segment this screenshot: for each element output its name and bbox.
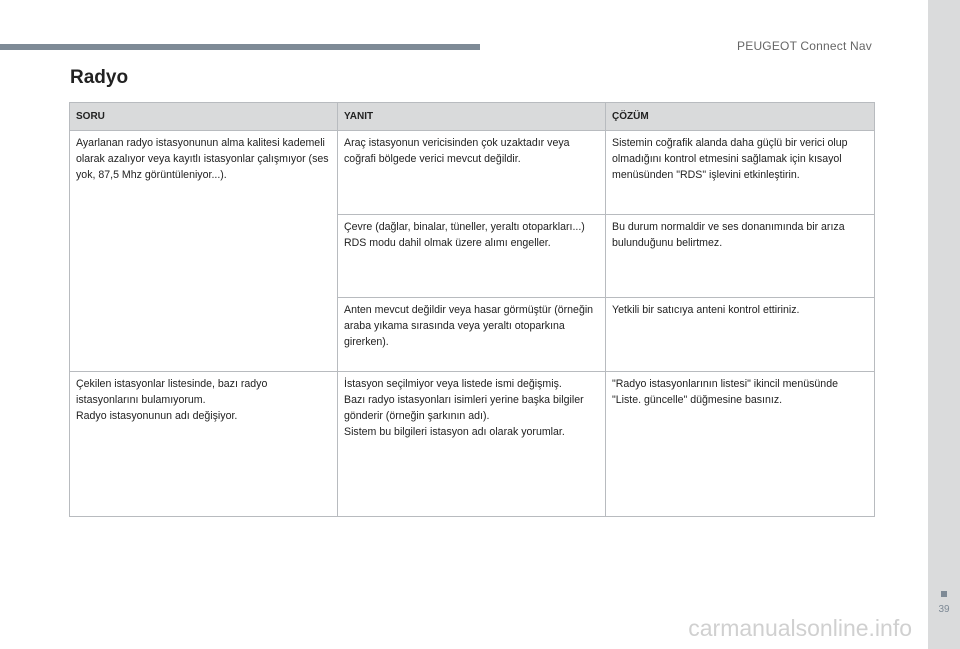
solution-cell: "Radyo istasyonlarının listesi" ikincil menüsünde "Liste. güncelle" düğmesine basınız. <box>606 372 875 517</box>
column-header-question: SORU <box>70 103 338 131</box>
page-marker-square <box>941 591 947 597</box>
table-row <box>70 131 875 215</box>
page-title: Radyo <box>70 67 129 88</box>
answer-cell: Araç istasyonun vericisinden çok uzaktadır veya coğrafi bölgede verici mevcut değildir. <box>338 131 606 215</box>
watermark-text: carmanualsonline.info <box>688 615 912 641</box>
table-row <box>70 372 875 517</box>
answer-cell: İstasyon seçilmiyor veya listede ismi değişmiş. Bazı radyo istasyonları isimleri yerine başka bilgiler gönderir (örneğin şarkının adı). Sistem bu bilgileri istasyon adı olarak yorumlar. <box>338 372 606 517</box>
solution-cell: Bu durum normaldir ve ses donanımında bir arıza bulunduğunu belirtmez. <box>606 215 875 298</box>
answer-cell: Çevre (dağlar, binalar, tüneller, yeraltı otoparkları...) RDS modu dahil olmak üzere alımı engeller. <box>338 215 606 298</box>
table-header-row <box>70 103 875 131</box>
solution-cell: Yetkili bir satıcıya anteni kontrol ettiriniz. <box>606 298 875 372</box>
troubleshooting-table <box>69 102 875 517</box>
brand-label: PEUGEOT Connect Nav <box>737 39 872 53</box>
question-cell: Çekilen istasyonlar listesinde, bazı radyo istasyonlarını bulamıyorum. Radyo istasyonunun adı değişiyor. <box>70 372 338 517</box>
header-rule <box>0 44 480 50</box>
question-cell: Ayarlanan radyo istasyonunun alma kalitesi kademeli olarak azalıyor veya kayıtlı istasyonlar çalışmıyor (ses yok, 87,5 Mhz görüntüleniyor...). <box>70 131 338 372</box>
column-header-solution: ÇÖZÜM <box>606 103 875 131</box>
page-number: 39 <box>938 604 950 615</box>
column-header-answer: YANIT <box>338 103 606 131</box>
answer-cell: Anten mevcut değildir veya hasar görmüştür (örneğin araba yıkama sırasında veya yeraltı otoparkına girerken). <box>338 298 606 372</box>
right-sidebar <box>928 0 960 649</box>
solution-cell: Sistemin coğrafik alanda daha güçlü bir verici olup olmadığını kontrol etmesini sağlamak için kısayol menüsünden "RDS" işlevini etkinleştirin. <box>606 131 875 215</box>
